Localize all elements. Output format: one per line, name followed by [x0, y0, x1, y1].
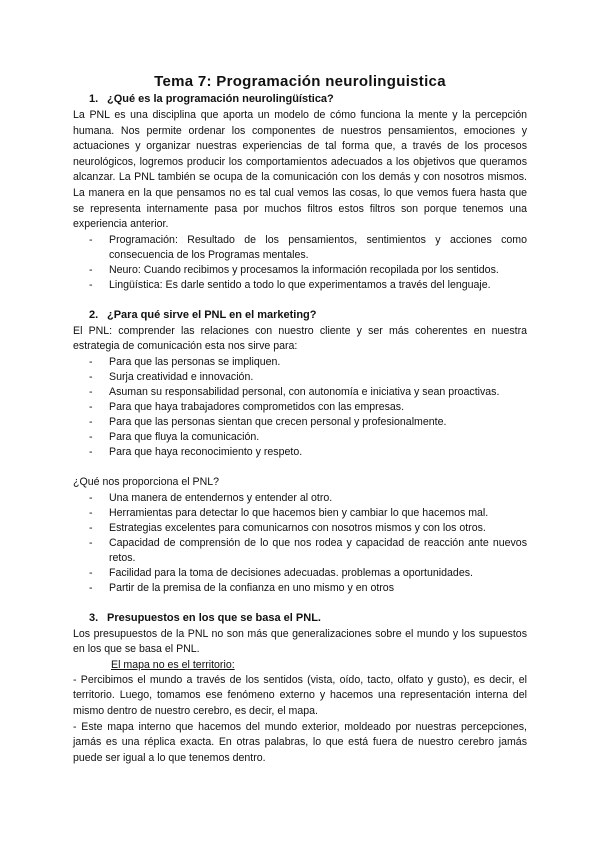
- section-2-sub-list: [73, 491, 527, 596]
- list-item: - Para que fluya la comunicación.: [89, 430, 527, 445]
- section-3-paragraph-map: - Este mapa interno que hacemos del mundo exterior, moldeado por nuestras percepciones, jamás es una réplica exacta. En otras palabras, lo que está fuera de nuestro cerebro jamás puede ser igual a lo que tenemos dentro.: [73, 720, 527, 764]
- section-3-paragraph-territory: - Percibimos el mundo a través de los sentidos (vista, oído, tacto, olfato y gusto), es decir, el territorio. Luego, tomamos ese fenómeno externo y hacemos una representación interna del mismo dentro de nuestro cerebro, es decir, el mapa.: [73, 673, 527, 717]
- list-item: - Estrategias excelentes para comunicarnos con nosotros mismos y con los otros.: [89, 521, 527, 536]
- document-title: Tema 7: Programación neurolinguistica: [154, 73, 446, 90]
- section-1-heading-text: ¿Qué es la programación neurolingüística?: [107, 93, 334, 105]
- list-item: - Para que las personas sientan que crecen personal y profesionalmente.: [89, 415, 527, 430]
- section-1-heading: [73, 92, 527, 107]
- section-2-sub-question: ¿Qué nos proporciona el PNL?: [73, 475, 220, 488]
- section-1-paragraph: La PNL es una disciplina que aporta un modelo de cómo funciona la mente y la percepción humana. Nos permite ordenar los componentes de nuestros pensamientos, emociones y actuaciones y organizar nuestras experiencias de tal forma que, a través de los procesos neurológicos, logremos producir los comportamientos adecuados a los objetivos que queramos alcanzar. La PNL también se ocupa de la comunicación con los demás y con nosotros mismos. La manera en la que pensamos no es tal cual vemos las cosas, lo que vemos fuera hasta que se representa internamente pasa por muchos filtros estos filtros son porque tenemos una experiencia anterior.: [73, 109, 527, 231]
- section-3-heading-text: Presupuestos en los que se basa el PNL.: [107, 611, 321, 624]
- section-3-number: 3.: [89, 611, 99, 624]
- section-2-number: 2.: [89, 308, 99, 321]
- section-1-number: 1.: [89, 93, 99, 105]
- section-2-heading-text: ¿Para qué sirve el PNL en el marketing?: [107, 308, 317, 321]
- list-item: - Para que haya trabajadores comprometidos con las empresas.: [89, 400, 527, 415]
- section-2-list: [73, 355, 527, 460]
- section-1-list: [73, 233, 527, 293]
- list-item: - Para que haya reconocimiento y respeto.: [89, 445, 527, 460]
- list-item: - Neuro: Cuando recibimos y procesamos la información recopilada por los sentidos.: [89, 263, 527, 278]
- section-2-heading: [73, 308, 527, 323]
- list-item: - Programación: Resultado de los pensamientos, sentimientos y acciones como consecuencia de los Programas mentales.: [89, 233, 527, 263]
- list-item: - Herramientas para detectar lo que hacemos bien y cambiar lo que hacemos mal.: [89, 506, 527, 521]
- section-2-paragraph: El PNL: comprender las relaciones con nuestro cliente y ser más coherentes en nuestra estrategia de comunicación esta nos sirve para:: [73, 324, 527, 353]
- list-item: - Una manera de entendernos y entender al otro.: [89, 491, 527, 506]
- section-3-subheading: El mapa no es el territorio:: [111, 658, 235, 671]
- list-item: - Lingüística: Es darle sentido a todo lo que experimentamos a través del lenguaje.: [89, 278, 527, 293]
- list-item: - Para que las personas se impliquen.: [89, 355, 527, 370]
- list-item: - Facilidad para la toma de decisiones adecuadas. problemas a oportunidades.: [89, 566, 527, 581]
- section-3-heading: [73, 611, 527, 626]
- section-3-paragraph: Los presupuestos de la PNL no son más que generalizaciones sobre el mundo y los supuestos en los que se basa el PNL.: [73, 627, 527, 656]
- list-item: - Capacidad de comprensión de lo que nos rodea y capacidad de reacción ante nuevos retos.: [89, 536, 527, 566]
- list-item: - Partir de la premisa de la confianza en uno mismo y en otros: [89, 581, 527, 596]
- list-item: - Surja creatividad e innovación.: [89, 370, 527, 385]
- list-item: - Asuman su responsabilidad personal, con autonomía e iniciativa y sean proactivas.: [89, 385, 527, 400]
